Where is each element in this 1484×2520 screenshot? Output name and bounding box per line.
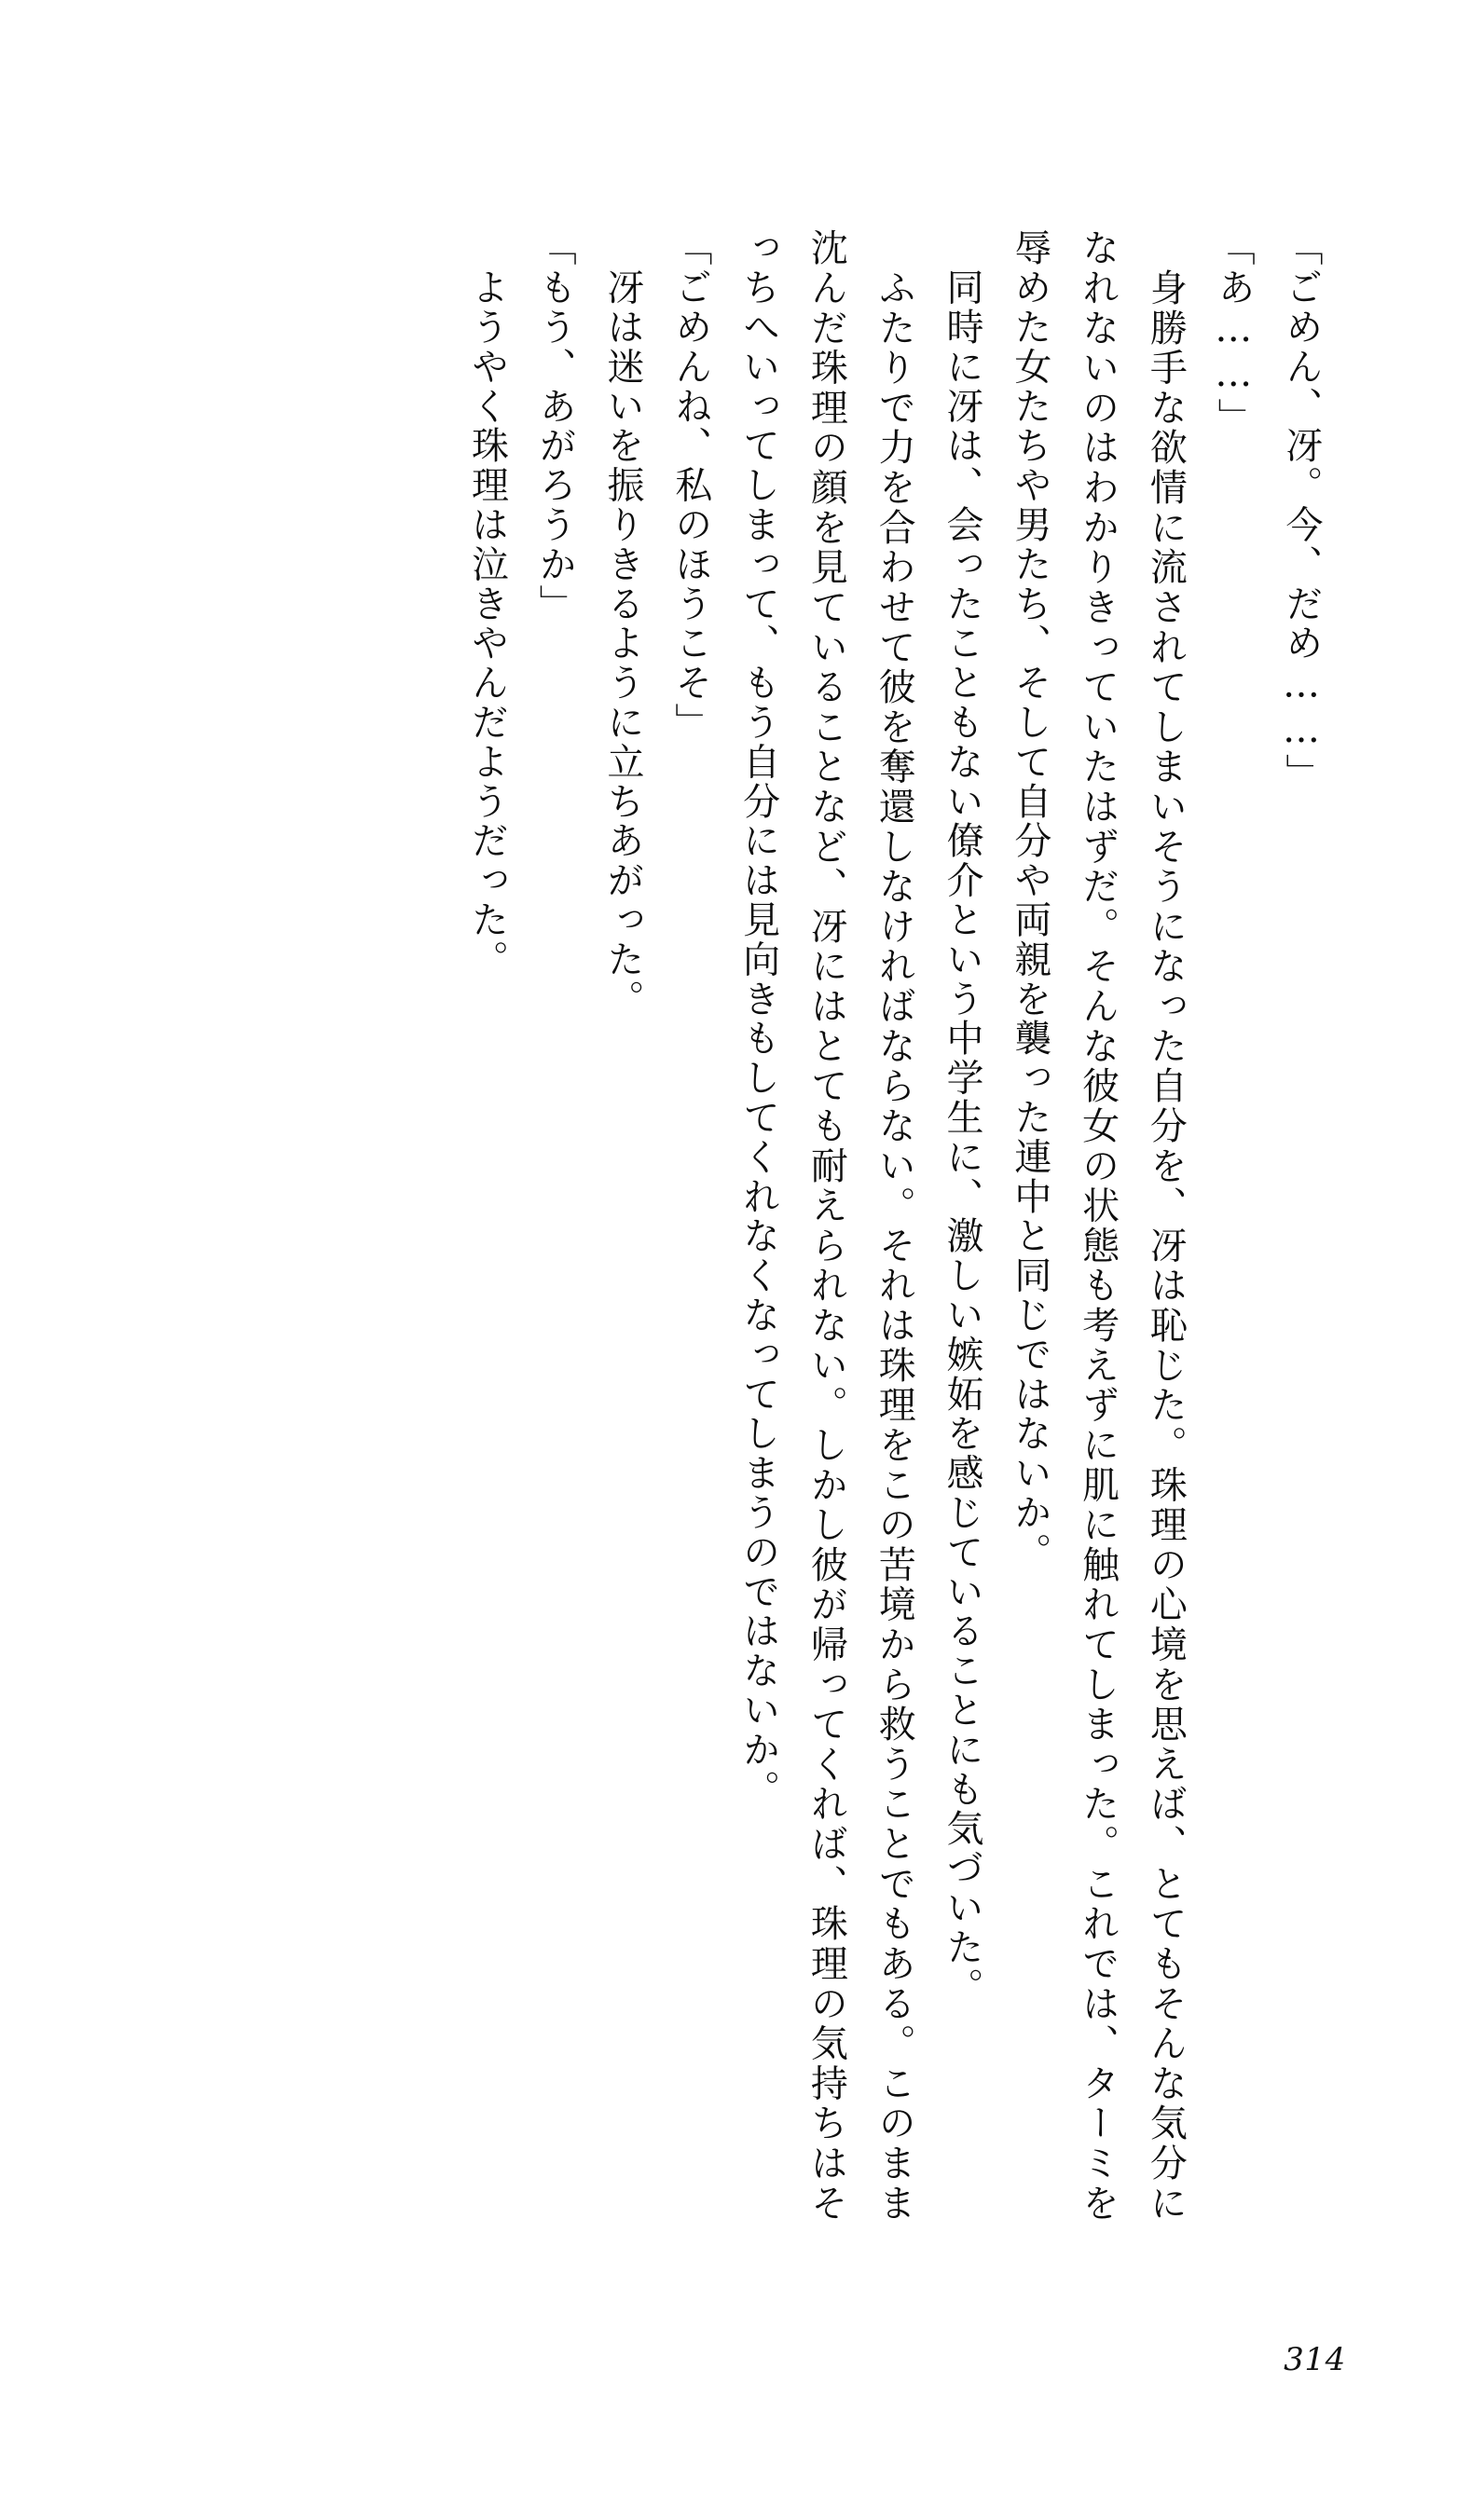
paragraph-2: 「あ……」 bbox=[1212, 228, 1256, 437]
paragraph-6: 「ごめんね、私のほうこそ」 bbox=[668, 228, 712, 743]
paragraph-8: 「もう、あがろうか」 bbox=[533, 228, 577, 623]
page-number: 314 bbox=[1284, 2341, 1346, 2378]
paragraph-3: 身勝手な欲情に流されてしまいそうになった自分を、冴は恥じた。珠理の心境を思えば、とてもそんな気分になれないのはわかりきっていたはずだ。そんな彼女の状態も考えずに肌に触れてしまった。これでは、ターミを辱めた女たちや男たち、そして自分や両親を襲った連中と同じではないか。 bbox=[1008, 228, 1188, 2223]
paragraph-9: ようやく珠理は泣きやんだようだった。 bbox=[465, 228, 509, 979]
paragraph-5: ふたりで力を合わせて彼を奪還しなければならない。それは珠理をこの苦境から救うことでもある。このまま沈んだ珠理の顔を見ていることなど、冴にはとても耐えられない。しかし彼が帰ってくれば、珠理の気持ちはそっちへいってしまって、もう自分には見向きもしてくれなくなってしまうのではないか。 bbox=[736, 228, 916, 2223]
paragraph-4: 同時に冴は、会ったこともない僚介という中学生に、激しい嫉妬を感じていることにも気づいた。 bbox=[941, 228, 984, 2006]
paragraph-1: 「ごめん、冴。今、だめ……」 bbox=[1280, 228, 1323, 793]
paragraph-7: 冴は迷いを振りきるように立ちあがった。 bbox=[601, 228, 645, 1019]
vertical-text-body bbox=[198, 228, 1335, 2223]
